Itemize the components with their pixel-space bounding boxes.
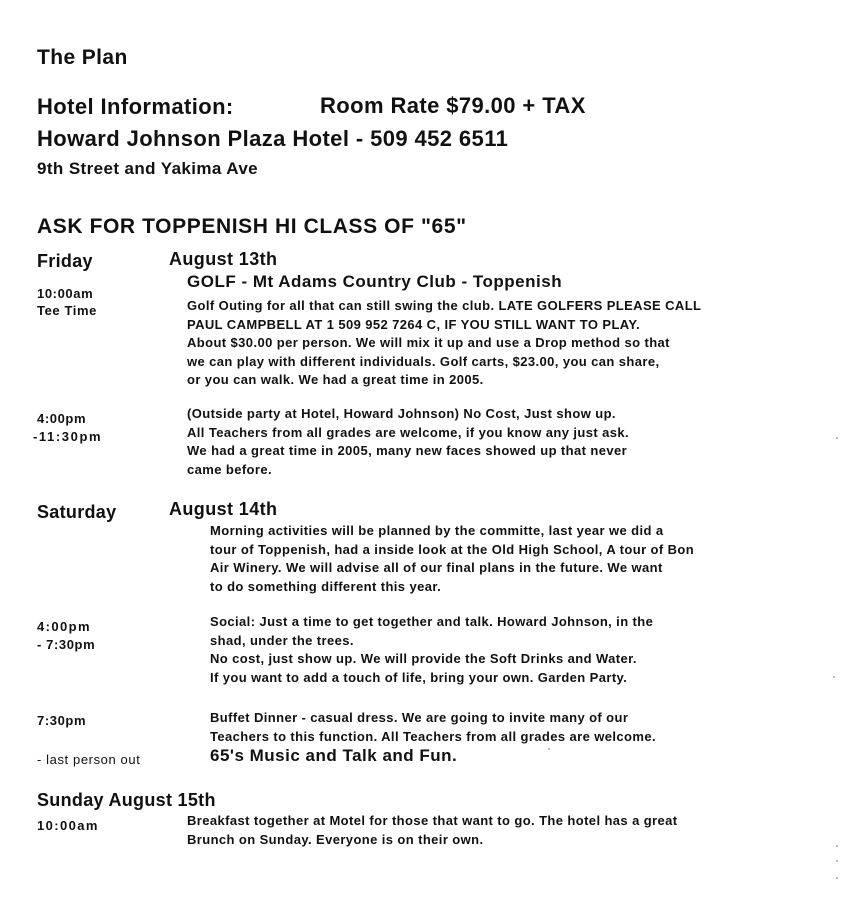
room-rate: Room Rate $79.00 + TAX	[320, 93, 586, 118]
hotel-address: 9th Street and Yakima Ave	[37, 159, 259, 178]
sunday-line: Brunch on Sunday. Everyone is on their own.	[187, 831, 484, 847]
party-line: All Teachers from all grades are welcome, if you know any just ask.	[187, 424, 629, 440]
party-time-start: 4:00pm	[37, 411, 87, 426]
social-time-end: - 7:30pm	[37, 637, 96, 652]
social-description	[210, 613, 653, 687]
dinner-line: Buffet Dinner - casual dress. We are going to invite many of our	[210, 710, 629, 725]
saturday-morning-description	[210, 522, 694, 596]
golf-title: GOLF - Mt Adams Country Club - Toppenish	[187, 272, 563, 291]
dinner-time: 7:30pm	[37, 713, 87, 728]
social-line: shad, under the trees.	[210, 632, 354, 648]
golf-line: we can play with different individuals. Golf carts, $23.00, you can share,	[187, 353, 660, 369]
golf-line: About $30.00 per person. We will mix it up and use a Drop method so that	[187, 335, 670, 350]
social-time-start: 4:00pm	[37, 619, 91, 634]
scan-speck	[836, 437, 838, 439]
morning-line: Morning activities will be planned by the committe, last year we did a	[210, 523, 664, 538]
saturday-day: Saturday	[37, 502, 117, 522]
scan-speck	[836, 877, 838, 879]
ask-line: ASK FOR TOPPENISH HI CLASS OF "65"	[37, 215, 467, 238]
morning-line: tour of Toppenish, had a inside look at the Old High School, A tour of Bon	[210, 541, 695, 557]
social-line: No cost, just show up. We will provide the Soft Drinks and Water.	[210, 651, 637, 666]
social-line: If you want to add a touch of life, bring your own. Garden Party.	[210, 669, 628, 685]
morning-line: to do something different this year.	[210, 578, 442, 594]
party-line: (Outside party at Hotel, Howard Johnson) No Cost, Just show up.	[187, 406, 616, 421]
golf-line: PAUL CAMPBELL AT 1 509 952 7264 C, IF YOU STILL WANT TO PLAY.	[187, 316, 641, 332]
dinner-line: Teachers to this function. All Teachers from all grades are welcome.	[210, 728, 656, 744]
hotel-name-phone: Howard Johnson Plaza Hotel - 509 452 6511	[37, 126, 509, 151]
golf-time: 10:00am	[37, 286, 94, 301]
party-description	[187, 405, 629, 479]
friday-day: Friday	[37, 251, 93, 271]
dinner-description	[210, 709, 656, 746]
golf-tee-time-label: Tee Time	[37, 303, 97, 318]
dinner-end: - last person out	[37, 752, 141, 767]
hotel-info-label: Hotel Information:	[37, 94, 234, 119]
golf-line: Golf Outing for all that can still swing the club. LATE GOLFERS PLEASE CALL	[187, 298, 702, 313]
scan-speck	[836, 860, 838, 862]
page-title: The Plan	[37, 46, 128, 69]
social-line: Social: Just a time to get together and talk. Howard Johnson, in the	[210, 614, 654, 629]
party-line: We had a great time in 2005, many new faces showed up that never	[187, 443, 628, 458]
sunday-time: 10:00am	[37, 818, 99, 833]
party-time-end: -11:30pm	[33, 429, 103, 444]
sunday-description	[187, 812, 678, 849]
scan-speck	[836, 845, 838, 847]
party-line: came before.	[187, 461, 273, 477]
scan-speck	[548, 748, 550, 750]
scan-speck	[833, 676, 835, 678]
sunday-heading: Sunday August 15th	[37, 790, 216, 810]
sunday-line: Breakfast together at Motel for those that want to go. The hotel has a great	[187, 813, 678, 828]
morning-line: Air Winery. We will advise all of our final plans in the future. We want	[210, 560, 663, 575]
friday-date: August 13th	[169, 249, 278, 269]
saturday-date: August 14th	[169, 499, 278, 519]
golf-line: or you can walk. We had a great time in 2005.	[187, 372, 484, 387]
dinner-music: 65's Music and Talk and Fun.	[210, 746, 458, 765]
golf-description	[187, 297, 701, 390]
